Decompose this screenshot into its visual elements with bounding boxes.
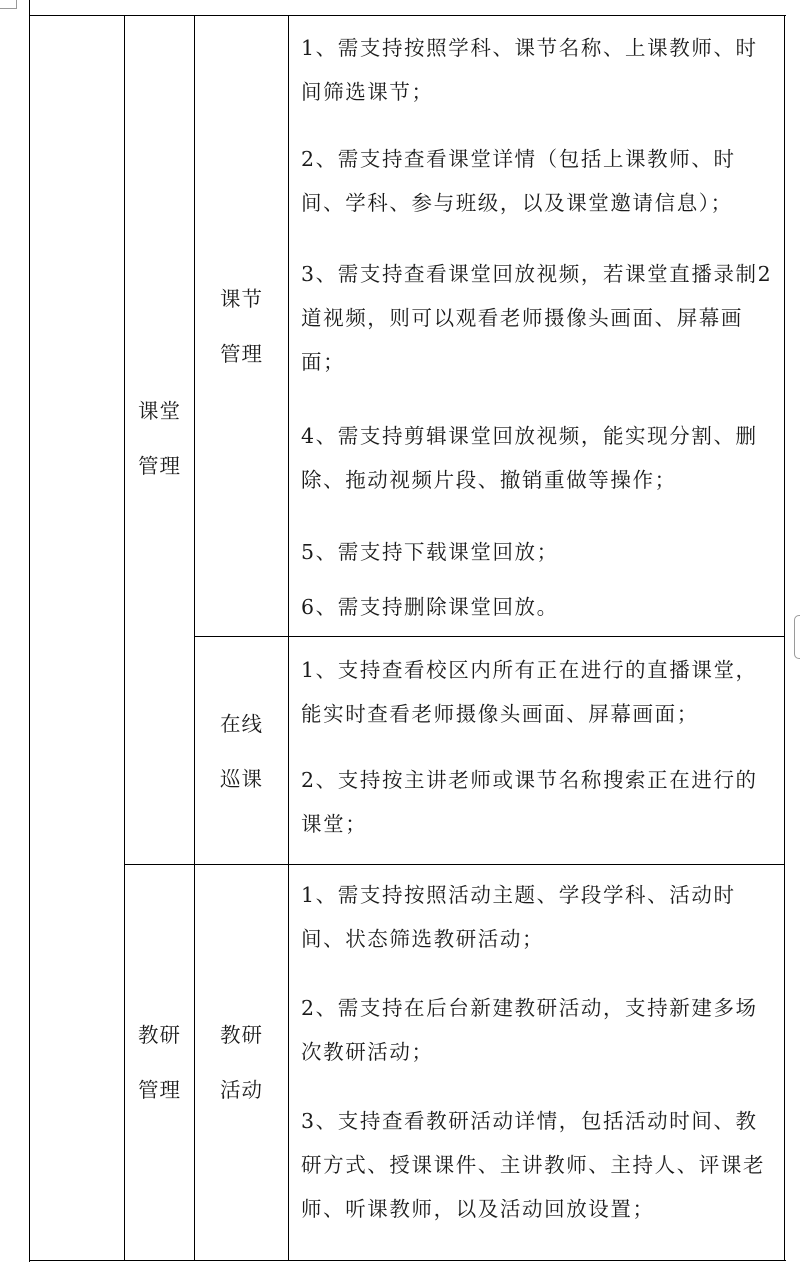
requirement-item: 2、需支持在后台新建教研活动，支持新建多场次教研活动； [301,996,758,1064]
requirement-item: 4、需支持剪辑课堂回放视频，能实现分割、删除、拖动视频片段、撤销重做等操作； [301,424,758,492]
scroll-handle[interactable] [794,615,800,659]
module-online-patrol: 在线 巡课 [220,712,263,791]
requirement-item: 1、需支持按照活动主题、学段学科、活动时间、状态筛选教研活动； [301,883,736,951]
module-research-activity: 教研 活动 [220,1023,263,1102]
table-top-border [29,15,786,16]
requirement-item: 1、需支持按照学科、课节名称、上课教师、时间筛选课节； [301,36,758,104]
row-divider-research [124,864,785,865]
category-classroom: 课堂 管理 [138,399,181,478]
requirement-item: 5、需支持下载课堂回放； [301,540,559,564]
table-bottom-border [29,1260,786,1261]
requirement-item: 3、支持查看教研活动详情，包括活动时间、教研方式、授课课件、主讲教师、主持人、评课老师、听课教师，以及活动回放设置； [301,1109,766,1221]
page-corner-mark [0,0,17,9]
category-research: 教研 管理 [138,1023,181,1102]
requirement-item: 1、支持查看校区内所有正在进行的直播课堂，能实时查看老师摄像头画面、屏幕画面； [301,658,758,726]
requirement-item: 2、支持按主讲老师或课节名称搜索正在进行的课堂； [301,768,758,836]
requirements-table [29,0,786,1262]
module-lesson-management: 课节 管理 [220,287,263,366]
table-left-border [29,0,30,1262]
requirement-item: 2、需支持查看课堂详情（包括上课教师、时间、学科、参与班级，以及课堂邀请信息）； [301,147,736,215]
requirement-item: 6、需支持删除课堂回放。 [301,595,559,619]
requirement-item: 3、需支持查看课堂回放视频，若课堂直播录制2道视频，则可以观看老师摄像头画面、屏幕画面； [301,262,773,374]
column-divider-3 [288,15,289,1261]
row-divider-online-patrol [194,636,785,637]
table-right-border [784,15,785,1261]
